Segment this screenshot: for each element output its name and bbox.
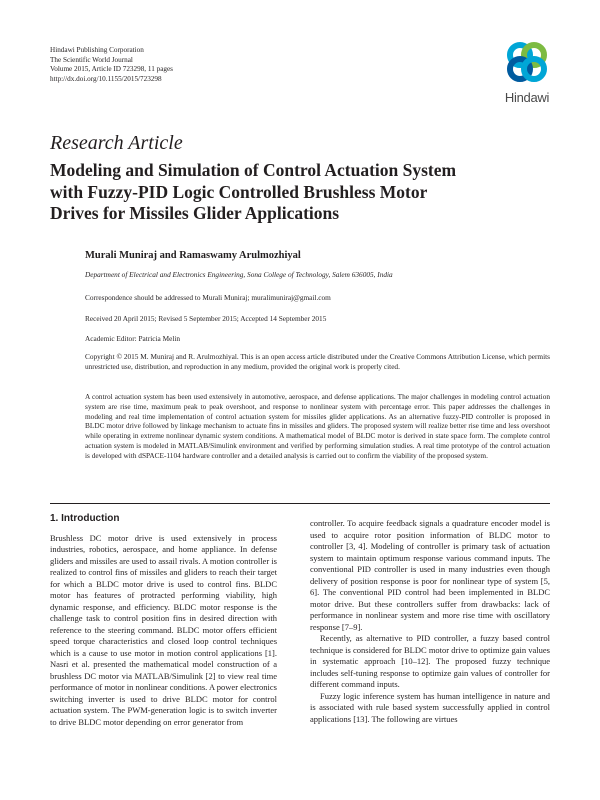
section-heading: 1. Introduction xyxy=(50,513,120,524)
received-dates: Received 20 April 2015; Revised 5 September 2015; Accepted 14 September 2015 xyxy=(85,314,327,323)
hindawi-logo-icon xyxy=(505,40,549,84)
journal-name: The Scientific World Journal xyxy=(50,55,133,64)
volume-info: Volume 2015, Article ID 723298, 11 pages xyxy=(50,65,173,74)
article-type: Research Article xyxy=(50,132,183,154)
section-divider xyxy=(50,503,550,504)
hindawi-logo[interactable] xyxy=(497,40,557,105)
copyright-notice: Copyright © 2015 M. Muniraj and R. Arulmozhiyal. This is an open access article distributed under the Creative Commons Attribution License, which permits unrestricted use, distribution, and reproduction in any medium, provided the original work is properly cited. xyxy=(85,352,550,371)
author-list: Murali Muniraj and Ramaswamy Arulmozhiyal xyxy=(85,250,301,261)
abstract: A control actuation system has been used extensively in automotive, aerospace, and defense applications. The major challenges in modeling control actuation system are rise time, maximum peak to peak overshoot, and response to nonlinear system with percentage error. This paper addresses the challenges in modeling and real time implementation of control actuation system for missiles glider applications. As an alternative fuzzy-PID controller is proposed in BLDC motor drive followed by linkage mechanism to actuate fins in missiles and gliders. The proposed system will realize better rise time and less overshoot while operating in extreme nonlinear dynamic system conditions. A mathematical model of BLDC motor is derived in state space form. The complete control actuation system is modeled in MATLAB/Simulink environment and verified by performing simulation studies. A real time prototype of the control actuation is developed with dSPACE-1104 hardware controller and a detailed analysis is carried out to confirm the viability of the proposed system. xyxy=(85,392,550,460)
paragraph: Recently, as alternative to PID controller, a fuzzy based control technique is considered for BLDC motor drive to optimize gain values in systematic approach [10–12]. The proposed fuzzy technique includes self-tuning response to optimize gain values of controller for different command inputs. xyxy=(310,633,550,689)
paragraph: Fuzzy logic inference system has human intelligence in nature and is associated with rule based system successfully applied in control applications [13]. The following are virtues xyxy=(310,690,550,724)
hindawi-logo-text: Hindawi xyxy=(504,90,550,105)
paragraph: controller. To acquire feedback signals a quadrature encoder model is used to acquire rotor position information of BLDC motor to controller [3, 4]. Modeling of controller is primary task of actuation system to maintain optimum response various command inputs. The conventional PID controller is used in many industries even though delivery of position response is poor for nonlinear type of system [5, 6]. The conventional PID control had been implemented in BLDC motor drive. But these controllers suffer from drawbacks: lack of performance in nonlinear system and more rise time with oscillatory response [7–9]. xyxy=(310,518,550,632)
article-title: Modeling and Simulation of Control Actuation System with Fuzzy-PID Logic Controlled Brushless Motor Drives for Missiles Glider Applications xyxy=(50,160,457,223)
affiliation: Department of Electrical and Electronics Engineering, Sona College of Technology, Salem 636005, India xyxy=(85,270,393,279)
right-column xyxy=(310,518,550,725)
left-column xyxy=(50,513,277,728)
paragraph: Brushless DC motor drive is used extensively in process industries, robotics, aerospace, and home appliance. In defense gliders and missiles are used to assail rivals. A motion controller is realized to control fins of missiles and gliders to reach their target for which a BLDC motor drive is used to control fins. BLDC motor has features of protracted performing viability, high dynamic response, and efficiency. BLDC motor response is the challenge task to control position fins in desired direction with reference to the steering command. BLDC motor offers efficient speed torque characteristics and closed loop control techniques which is a cause to use motor in motion control applications [1]. Nasri et al. presented the mathematical model construction of a brushless DC motor via MATLAB/Simulink [2] to view real time performance of motor in nonlinear conditions. A power electronics switching inverter is used to drive BLDC motor for control actuation system. The PWM-generation logic is to switch inverter to drive BLDC motor depending on error generator from xyxy=(50,532,277,727)
journal-header xyxy=(50,46,173,84)
doi-link[interactable]: http://dx.doi.org/10.1155/2015/723298 xyxy=(50,74,162,83)
publisher-name: Hindawi Publishing Corporation xyxy=(50,46,144,54)
correspondence: Correspondence should be addressed to Murali Muniraj; muralimuniraj@gmail.com xyxy=(85,293,331,302)
academic-editor: Academic Editor: Patricia Melin xyxy=(85,334,181,343)
